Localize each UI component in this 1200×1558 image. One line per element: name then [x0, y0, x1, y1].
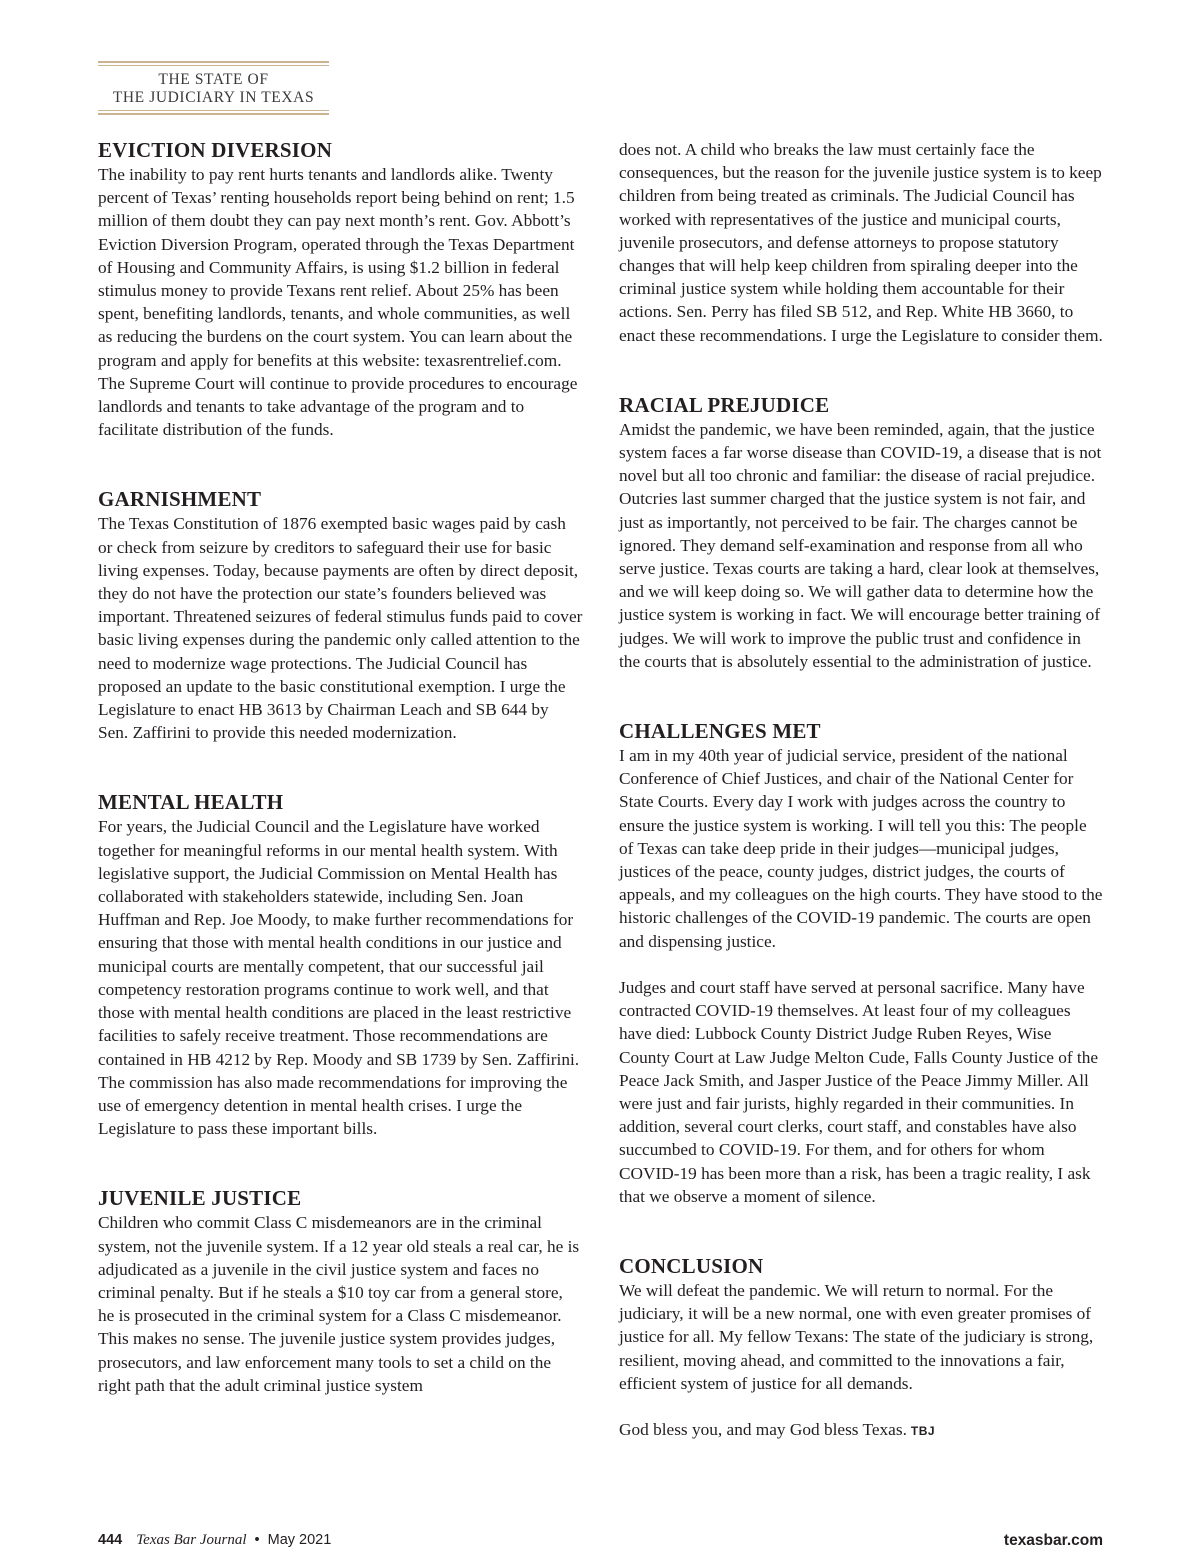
- section-body: The Texas Constitution of 1876 exempted basic wages paid by cash or check from seizure by creditors to safeguard their use for basic living expenses. Today, because payments are often by direct deposit, they do not have the protection our state’s founders believed was important. Threatened seizures of federal stimulus funds paid to cover basic living expenses during the pandemic only called attention to the need to modernize wage protections. The Judicial Council has proposed an update to the basic constitutional exemption. I urge the Legislature to enact HB 3613 by Chairman Leach and SB 644 by Sen. Zaffirini to provide this needed modernization.: [98, 514, 583, 743]
- section-body: For years, the Judicial Council and the Legislature have worked together for meaningful reforms in our mental health system. With legislative support, the Judicial Commission on Mental Health has collaborated with stakeholders statewide, including Sen. Joan Huffman and Rep. Joe Moody, to make further recommendations for ensuring that those with mental health conditions in our justice and municipal courts are mentally competent, that our successful jail competency restoration programs continue to work well, and that those with mental health conditions are placed in the least restrictive facilities to safely receive treatment. Those recommendations are contained in HB 4212 by Rep. Moody and SB 1739 by Sen. Zaffirini. The commission has also made recommendations for improving the use of emergency detention in mental health crises. I urge the Legislature to pass these important bills.: [98, 817, 580, 1139]
- section-garnishment: [98, 487, 583, 744]
- right-column: [619, 138, 1103, 1443]
- section-body: Judges and court staff have served at personal sacrifice. Many have contracted COVID-19 themselves. At least four of my colleagues have died: Lubbock County District Judge Ruben Reyes, Wise County Court at Law Judge Melton Cude, Falls County Justice of the Peace Jack Smith, and Jasper Justice of the Peace Jimmy Miller. All were just and fair jurists, highly regarded in their communities. In addition, several court clerks, court staff, and constables have also succumbed to COVID-19. For them, and for others for whom COVID-19 has been more than a risk, has been a tragic reality, I ask that we observe a moment of silence.: [619, 977, 1099, 1206]
- page-number: 444: [98, 1532, 123, 1548]
- issue-date: May 2021: [267, 1532, 332, 1548]
- section-mental-health: [98, 790, 583, 1140]
- closing-line: [619, 1418, 1103, 1443]
- header-bottom-thin-rule: [98, 110, 329, 111]
- section-body: Children who commit Class C misdemeanors are in the criminal system, not the juvenile system. If a 12 year old steals a real car, he is adjudicated as a juvenile in the civil justice system and faces no criminal penalty. But if he steals a $10 toy car from a general store, he is prosecuted in the criminal system for a Class C misdemeanor. This makes no sense. The juvenile justice system provides judges, prosecutors, and law enforcement many tools to set a child on the right path that the adult criminal justice system: [98, 1213, 580, 1395]
- section-heading: GARNISHMENT: [98, 487, 262, 512]
- section-juvenile-justice-continued: [619, 138, 1103, 347]
- header-top-rule: [98, 61, 329, 63]
- running-header: [98, 61, 329, 115]
- section-challenges-met: [619, 719, 1103, 1208]
- section-heading: EVICTION DIVERSION: [98, 138, 333, 162]
- page-footer: [98, 1532, 1103, 1552]
- section-conclusion: [619, 1254, 1103, 1443]
- header-line-1: THE STATE OF: [158, 71, 269, 88]
- journal-name: Texas Bar Journal: [136, 1532, 247, 1548]
- section-heading: RACIAL PREJUDICE: [619, 392, 830, 417]
- section-body: I am in my 40th year of judicial service, president of the national Conference of Chief Justices, and chair of the National Center for State Courts. Every day I work with judges across the country to ensure the justice system is working. I will tell you this: The people of Texas can take deep pride in their judges—municipal judges, justices of the peace, county judges, district judges, the courts of appeals, and my colleagues on the high courts. They have stood to the historic challenges of the COVID-19 pandemic. The courts are open and dispensing justice.: [619, 746, 1103, 951]
- section-heading: JUVENILE JUSTICE: [98, 1186, 302, 1211]
- section-eviction-diversion: [98, 138, 583, 441]
- section-heading: MENTAL HEALTH: [98, 790, 284, 815]
- footer-bullet: •: [254, 1532, 260, 1548]
- section-racial-prejudice: [619, 393, 1103, 673]
- section-body: We will defeat the pandemic. We will return to normal. For the judiciary, it will be a new normal, one with even greater promises of justice for all. My fellow Texans: The state of the judiciary is strong, resilient, moving ahead, and committed to the innovations a fair, efficient system of justice for all demands.: [619, 1280, 1094, 1393]
- section-juvenile-justice: [98, 1186, 583, 1397]
- website-link[interactable]: texasbar.com: [1003, 1532, 1103, 1549]
- header-bottom-rule: [98, 113, 329, 115]
- header-title: [98, 66, 329, 110]
- section-body: Amidst the pandemic, we have been reminded, again, that the justice system faces a far worse disease than COVID-19, a disease that is not novel but all too chronic and familiar: the disease of racial prejudice. Outcries last summer charged that the justice system is not fair, and just as importantly, not perceived to be fair. The charges cannot be ignored. They demand self-examination and response from all who serve justice. Texas courts are taking a hard, clear look at themselves, and we will keep doing so. We will gather data to determine how the justice system is working in fact. We will encourage better training of judges. We will work to improve the public trust and confidence in the courts that is absolutely essential to the administration of justice.: [619, 419, 1102, 671]
- header-line-2: THE JUDICIARY IN TEXAS: [112, 89, 315, 106]
- end-mark: TBJ: [910, 1423, 936, 1438]
- section-body: does not. A child who breaks the law must certainly face the consequences, but the reason for the juvenile justice system is to keep children from being treated as criminals. The Judicial Council has worked with representatives of the justice and municipal courts, juvenile prosecutors, and defense attorneys to propose statutory changes that will help keep children from spiraling deeper into the criminal justice system while holding them accountable for their actions. Sen. Perry has filed SB 512, and Rep. White HB 3660, to enact these recommendations. I urge the Legislature to consider them.: [619, 140, 1103, 345]
- section-heading: CHALLENGES MET: [619, 719, 821, 744]
- closing-text: God bless you, and may God bless Texas.: [619, 1419, 907, 1439]
- section-heading: CONCLUSION: [619, 1253, 764, 1278]
- left-column: [98, 138, 583, 1397]
- section-body: The inability to pay rent hurts tenants and landlords alike. Twenty percent of Texas’ renting households report being behind on rent; 1.5 million of them doubt they can pay next month’s rent. Gov. Abbott’s Eviction Diversion Program, operated through the Texas Department of Housing and Community Affairs, is using $1.2 billion in federal stimulus money to provide Texans rent relief. About 25% has been spent, benefiting landlords, tenants, and whole communities, as well as reducing the burdens on the court system. You can learn about the program and apply for benefits at this website: texasrentrelief.com. The Supreme Court will continue to provide procedures to encourage landlords and tenants to take advantage of the program and to facilitate distribution of the funds.: [98, 165, 578, 440]
